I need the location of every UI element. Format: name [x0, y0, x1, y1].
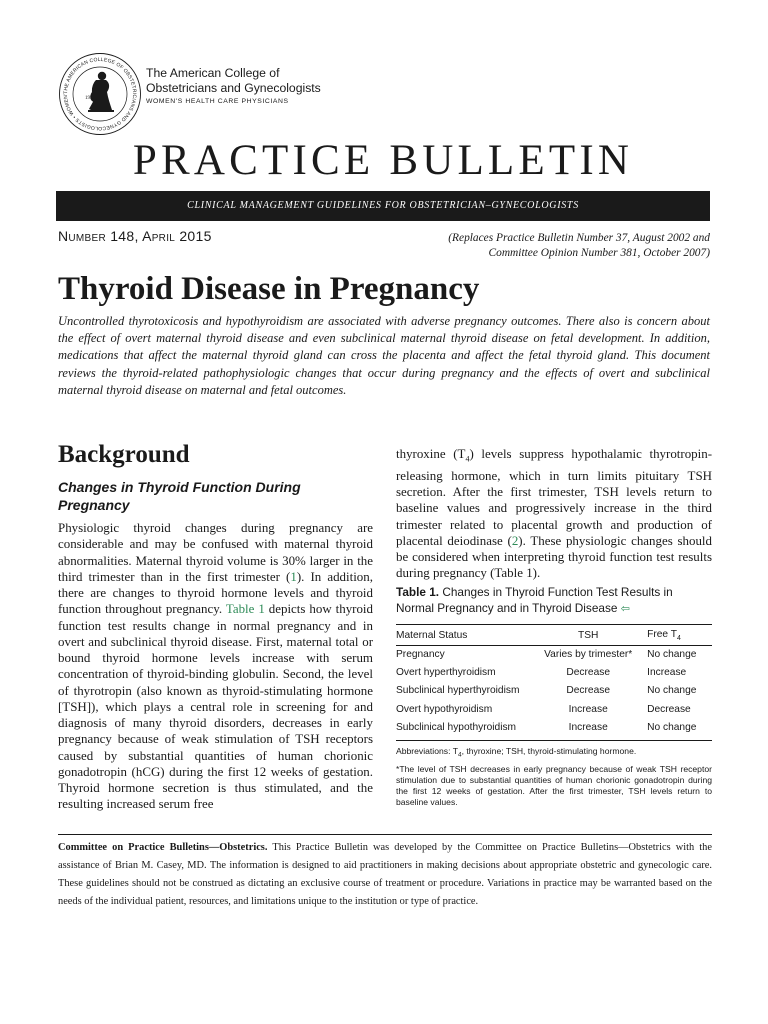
table1-label: Table 1. — [396, 585, 440, 599]
org-tagline: WOMEN'S HEALTH CARE PHYSICIANS — [146, 98, 289, 105]
cell-free-t4: No change — [647, 685, 697, 697]
table1-caption — [396, 584, 712, 617]
table-row — [396, 664, 712, 682]
cell-tsh: Increase — [568, 703, 608, 715]
subsection-heading: Changes in Thyroid Function During Pregnancy — [58, 479, 301, 513]
cell-status: Subclinical hyperthyroidism — [396, 685, 520, 697]
abstract: Uncontrolled thyrotoxicosis and hypothyroidism are associated with adverse pregnancy outcomes. There also is concern about the effect of overt maternal thyroid disease and even subclinical maternal thyroid disease on fetal development. In addition, medications that affect the maternal thyroid gland can cross the placenta and affect the fetal thyroid gland. This document reviews the thyroid-related pathophysiologic changes that occur during pregnancy and the effects of overt and subclinical maternal thyroid disease on maternal and fetal outcomes. — [58, 314, 710, 397]
table1-block — [396, 584, 712, 811]
acog-seal-logo — [58, 52, 142, 136]
left-column — [58, 440, 373, 813]
subscript: 4 — [465, 454, 470, 464]
body-paragraph-2 — [396, 446, 712, 582]
bulletin-title: PRACTICE BULLETIN — [132, 137, 634, 184]
subscript: 4 — [676, 635, 681, 643]
table-row — [396, 701, 712, 719]
cell-status: Subclinical hypothyroidism — [396, 719, 537, 741]
guideline-banner: CLINICAL MANAGEMENT GUIDELINES FOR OBSTETRICIAN–GYNECOLOGISTS — [56, 191, 710, 221]
body-paragraph-1 — [58, 520, 373, 813]
replaces-line2: Committee Opinion Number 381, October 2007) — [488, 247, 710, 259]
cell-tsh: Increase — [537, 719, 639, 741]
page-title: Thyroid Disease in Pregnancy — [58, 271, 480, 307]
cell-tsh: Varies by trimester* — [544, 649, 633, 661]
bulletin-number: Number 148, April 2015 — [58, 228, 212, 244]
abbrev-text: , thyroxine; TSH, thyroid-stimulating hormone. — [461, 746, 637, 757]
paragraph-text: ). These physiologic changes should be considered when interpreting thyroid function test results during pregnancy (Table 1). — [396, 532, 712, 581]
footer-body: This Practice Bulletin was developed by the Committee on Practice Bulletins—Obstetrics with the assistance of Brian M. Casey, MD. The information is designed to aid practitioners in making decisions about appropriate obstetric and gynecologic care. These guidelines should not be construed as dictating an exclusive course of treatment or procedure. Variations in practice may be warranted based on the needs of the individual patient, resources, and limitations unique to the institution or type of practice. — [58, 842, 712, 907]
paragraph-text: ) levels suppress hypothalamic thyrotropin-releasing hormone, which in turn limits pituitary TSH secretion. After the first trimester, TSH levels return to baseline values and progressively increase in the third trimester related to placental growth and production of placental deiodinase ( — [396, 446, 713, 548]
table1-link[interactable]: Table 1 — [225, 601, 265, 617]
table1-abbreviations — [396, 746, 712, 761]
cell-tsh: Decrease — [566, 667, 610, 679]
footer-divider — [58, 834, 712, 835]
cell-status: Overt hypothyroidism — [396, 703, 493, 715]
seal-year: 1951 — [85, 96, 95, 101]
committee-name: Committee on Practice Bulletins—Obstetrics. — [58, 842, 268, 853]
column-header-free-t4 — [639, 625, 712, 646]
org-name-line1: The American College of — [146, 66, 280, 80]
table1-footnote: *The level of TSH decreases in early pregnancy because of weak TSH receptor stimulation due to substantial quantities of human chorionic gonadotropin during the first 12 weeks of gestation. After the first trimester, TSH levels return to baseline values. — [396, 763, 712, 807]
section-heading-background: Background — [58, 441, 190, 468]
replaces-line1: (Replaces Practice Bulletin Number 37, August 2002 and — [448, 232, 710, 244]
free-t4-label: Free T — [647, 629, 677, 640]
cell-free-t4: Increase — [647, 667, 687, 679]
table-row — [396, 646, 712, 665]
table1 — [396, 624, 712, 741]
cell-free-t4: No change — [639, 719, 712, 741]
cell-status: Pregnancy — [396, 649, 445, 661]
paragraph-text: ). In addition, there are changes to thyroid hormone levels and thyroid function throughout pregnancy. — [58, 568, 373, 617]
abbrev-text: Abbreviations: T — [396, 746, 458, 757]
paragraph-text: depicts how thyroid function test results change in normal pregnancy and in overt and subclinical thyroid disease. First, maternal total or bound thyroid hormone levels increase with serum concentration of thyroid-binding globulin. Second, the level of thyrotropin (also known as thyroid-stimulating hormone [TSH]), which plays a central role in screening for and diagnosis of many thyroid disorders, decreases in early pregnancy because of weak stimulation of TSH receptors caused by substantial quantities of human chorionic gonadotropin (hCG) during the first 12 weeks of gestation. Thyroid hormone secretion is thus stimulated, and the resulting increased serum free — [58, 601, 373, 812]
cell-free-t4: Decrease — [647, 703, 691, 715]
reference-link-1[interactable]: 1 — [290, 568, 297, 584]
table-row — [396, 682, 712, 700]
mother-child-figure — [88, 72, 114, 112]
committee-footer — [58, 839, 712, 911]
back-arrow-icon[interactable]: ⇦ — [620, 603, 630, 615]
org-name-block — [146, 66, 321, 105]
paragraph-text: thyroxine (T — [396, 446, 466, 461]
column-header-tsh: TSH — [537, 625, 639, 646]
right-column — [396, 446, 712, 582]
table1-caption-text: Changes in Thyroid Function Test Results in Normal Pregnancy and in Thyroid Disease — [396, 585, 673, 615]
subscript: 4 — [457, 751, 462, 759]
table-row — [396, 719, 712, 741]
column-header-status: Maternal Status — [396, 625, 537, 646]
table1-notes — [396, 746, 712, 808]
seal-ring-text: THE AMERICAN COLLEGE OF OBSTETRICIANS AND GYNECOLOGISTS • WOMEN' — [62, 56, 138, 132]
cell-free-t4: No change — [647, 649, 697, 661]
cell-status: Overt hyperthyroidism — [396, 667, 496, 679]
paragraph-text: Physiologic thyroid changes during pregnancy are considerable and may be confused with maternal thyroid abnormalities. Maternal thyroid volume is 30% larger in the third trimester than in the first trimester ( — [58, 520, 373, 584]
reference-link-2[interactable]: 2 — [511, 532, 519, 548]
cell-tsh: Decrease — [566, 685, 610, 697]
org-name-line2: Obstetricians and Gynecologists — [146, 81, 321, 95]
table-header-row — [396, 625, 712, 646]
replaces-note — [380, 231, 710, 261]
